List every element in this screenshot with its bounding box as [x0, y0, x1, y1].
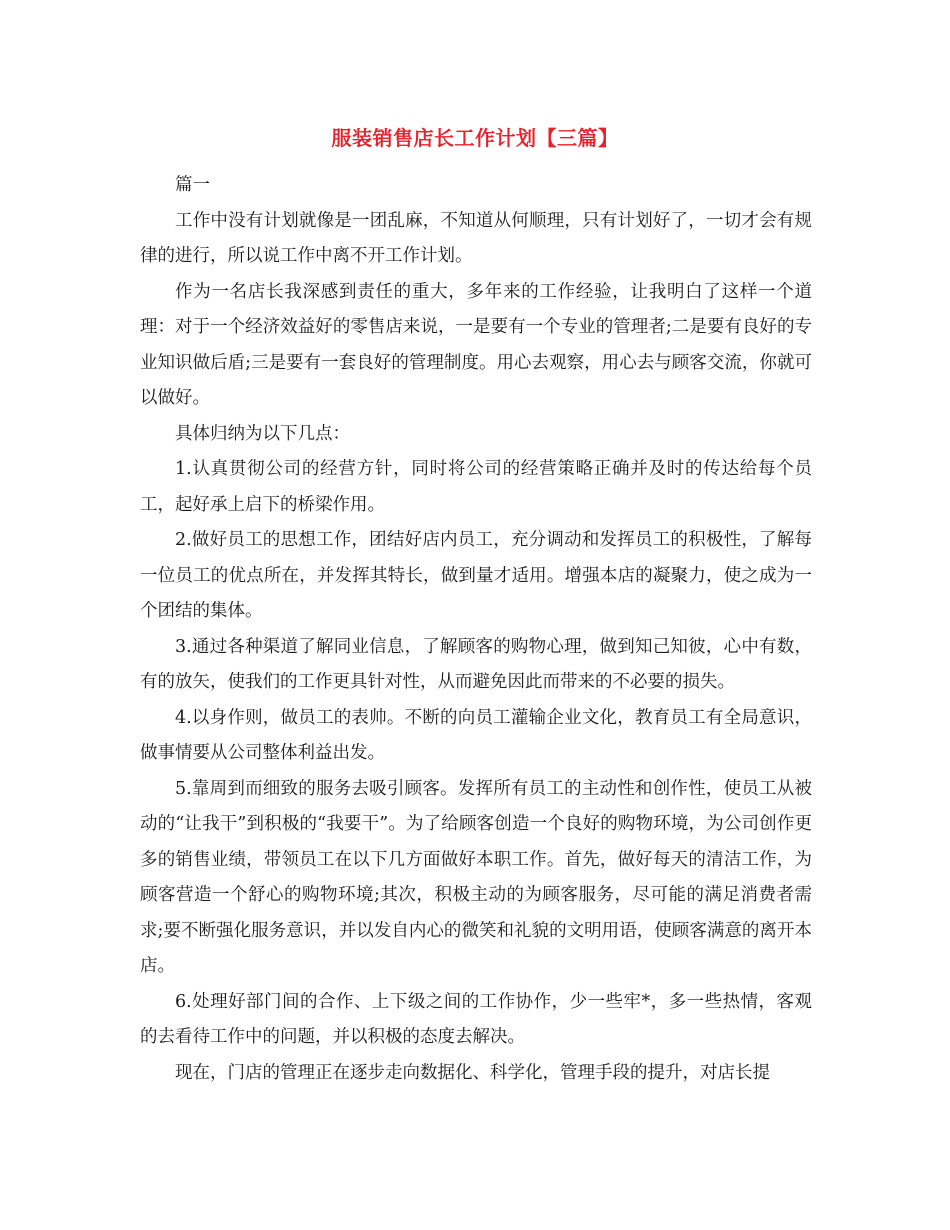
paragraph: 现在，门店的管理正在逐步走向数据化、科学化，管理手段的提升，对店长提 — [175, 1062, 770, 1083]
list-item: 3.通过各种渠道了解同业信息，了解顾客的购物心理，做到知己知彼，心中有数，有的放矢，使我们的工作更具针对性，从而避免因此而带来的不必要的损失。 — [140, 636, 812, 692]
paragraph: 工作中没有计划就像是一团乱麻，不知道从何顺理，只有计划好了，一切才会有规律的进行，所以说工作中离不开工作计划。 — [140, 210, 812, 266]
list-item: 4.以身作则，做员工的表帅。不断的向员工灌输企业文化，教育员工有全局意识，做事情要从公司整体利益出发。 — [140, 707, 812, 763]
list-item: 6.处理好部门间的合作、上下级之间的工作协作，少一些牢*，多一些热情，客观的去看待工作中的问题，并以积极的态度去解决。 — [140, 991, 812, 1047]
document-title: 服装销售店长工作计划【三篇】 — [331, 126, 619, 150]
paragraph: 具体归纳为以下几点： — [175, 423, 350, 444]
section-heading: 篇一 — [175, 175, 210, 195]
list-item: 5.靠周到而细致的服务去吸引顾客。发挥所有员工的主动性和创作性，使员工从被动的“让我干”到积极的“我要干”。为了给顾客创造一个良好的购物环境，为公司创作更多的销售业绩，带领员工在以下几方面做好本职工作。首先，做好每天的清洁工作，为顾客营造一个舒心的购物环境;其次，积极主动的为顾客服务，尽可能的满足消费者需求;要不断强化服务意识，并以发自内心的微笑和礼貌的文明用语，使顾客满意的离开本店。 — [140, 778, 812, 976]
document-body — [140, 168, 812, 1091]
list-item: 1.认真贯彻公司的经营方针，同时将公司的经营策略正确并及时的传达给每个员工，起好承上启下的桥梁作用。 — [140, 459, 812, 515]
list-item: 2.做好员工的思想工作，团结好店内员工，充分调动和发挥员工的积极性，了解每一位员工的优点所在，并发挥其特长，做到量才适用。增强本店的凝聚力，使之成为一个团结的集体。 — [140, 530, 812, 621]
paragraph: 作为一名店长我深感到责任的重大，多年来的工作经验，让我明白了这样一个道理：对于一个经济效益好的零售店来说，一是要有一个专业的管理者;二是要有良好的专业知识做后盾;三是要有一套良好的管理制度。用心去观察，用心去与顾客交流，你就可以做好。 — [140, 281, 812, 408]
